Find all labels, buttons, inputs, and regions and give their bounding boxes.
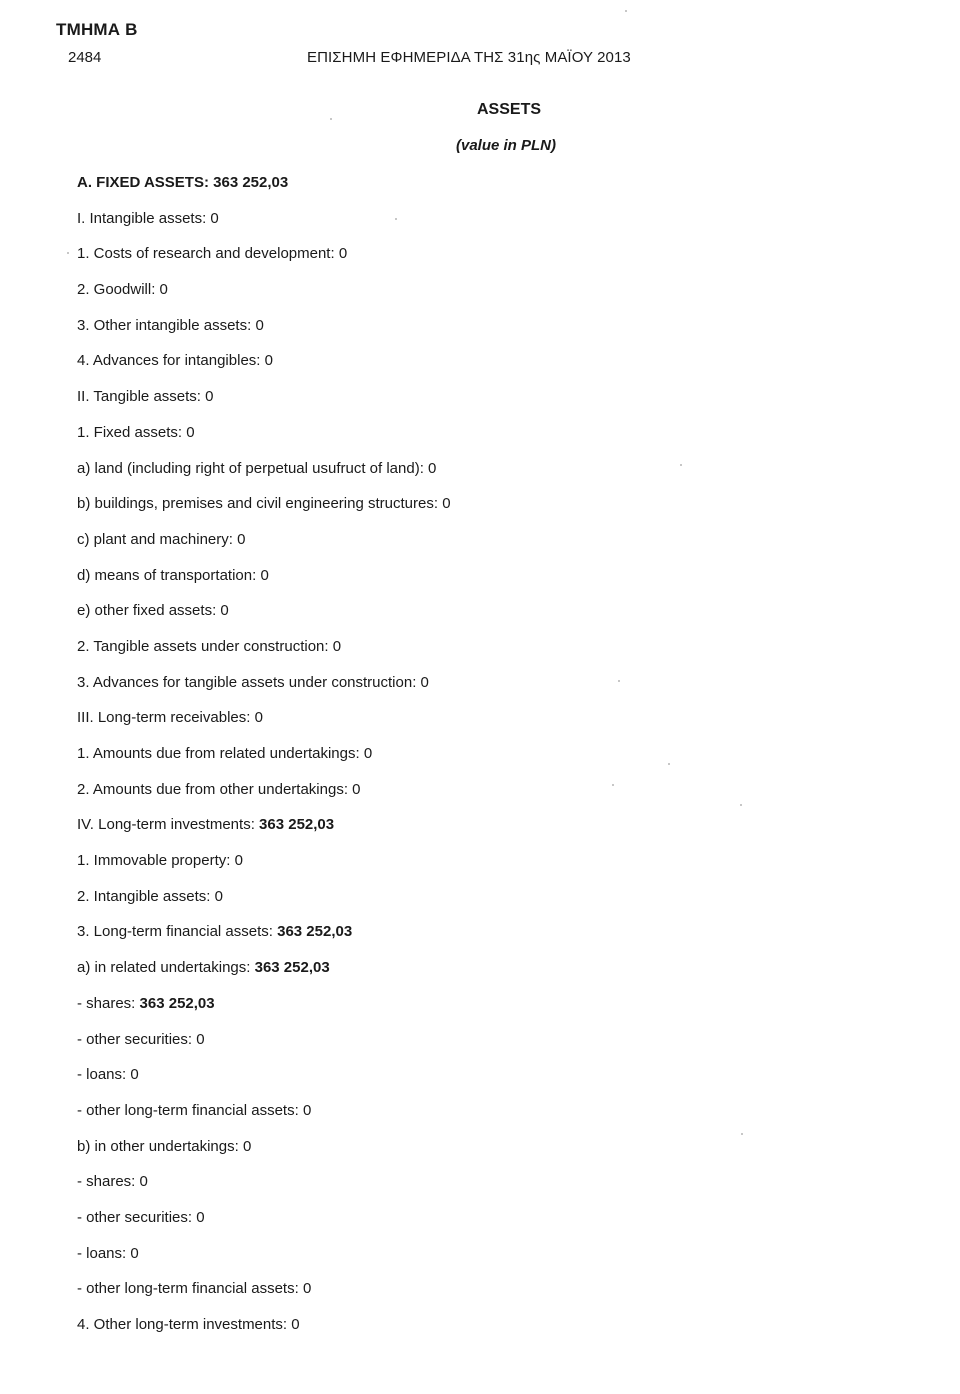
asset-line-value: 0 xyxy=(442,495,451,513)
asset-line-value: 0 xyxy=(302,1101,312,1119)
gazette-title: ΕΠΙΣΗΜΗ ΕΦΗΜΕΡΙΔΑ ΤΗΣ 31ης ΜΑΪΟΥ 2013 xyxy=(307,49,631,66)
asset-line-value: 0 xyxy=(352,780,361,798)
asset-line-label: 1. Fixed assets: xyxy=(77,423,187,441)
asset-line-label: I. Intangible assets: xyxy=(77,209,211,227)
asset-line xyxy=(77,1138,451,1174)
asset-line-value: 0 xyxy=(302,1280,312,1298)
asset-line-label: 2. Amounts due from other undertakings: xyxy=(77,780,353,798)
scan-speck xyxy=(612,784,614,786)
asset-line xyxy=(77,495,451,531)
asset-line-value: 0 xyxy=(338,245,348,263)
scan-speck xyxy=(618,680,620,682)
asset-line-value: 0 xyxy=(291,1316,300,1333)
assets-heading: ASSETS xyxy=(477,101,542,118)
asset-line-label: - loans: xyxy=(77,1244,131,1262)
asset-line-label: b) buildings, premises and civil engineering structures: xyxy=(77,495,443,513)
asset-line-value: 363 252,03 xyxy=(213,174,289,191)
section-label: ΤΜΗΜΑ Β xyxy=(56,20,138,39)
asset-line-label: 2. Intangible assets: xyxy=(77,887,215,905)
asset-line-value: 0 xyxy=(159,281,168,299)
asset-line-value: 0 xyxy=(214,887,223,905)
scan-speck xyxy=(67,252,69,254)
asset-line xyxy=(77,816,451,852)
asset-line xyxy=(77,388,451,424)
asset-line xyxy=(77,352,451,388)
asset-line-label: 4. Advances for intangibles: xyxy=(77,352,265,370)
asset-line-value: 0 xyxy=(234,852,243,870)
asset-line-value: 0 xyxy=(363,745,373,762)
asset-line xyxy=(77,888,451,924)
asset-line-label: 2. Tangible assets under construction: xyxy=(77,637,333,655)
asset-line-value: 0 xyxy=(130,1066,139,1084)
asset-line-label: - shares: xyxy=(77,994,140,1012)
asset-line-value: 0 xyxy=(242,1137,252,1155)
asset-line xyxy=(77,709,451,745)
asset-line-label: II. Tangible assets: xyxy=(77,388,206,406)
asset-line-label: 3. Advances for tangible assets under construction: xyxy=(77,673,421,691)
asset-line-label: A. FIXED ASSETS: xyxy=(77,174,214,191)
asset-line-value: 363 252,03 xyxy=(139,994,215,1012)
asset-line-value: 0 xyxy=(130,1244,139,1262)
asset-line-value: 363 252,03 xyxy=(277,923,353,941)
asset-line-label: - loans: xyxy=(77,1066,131,1084)
asset-line xyxy=(77,781,451,817)
asset-line-label: - shares: xyxy=(77,1173,140,1191)
asset-line-value: 363 252,03 xyxy=(254,959,330,977)
asset-line xyxy=(77,281,451,317)
asset-line-value: 0 xyxy=(186,423,195,441)
asset-line xyxy=(77,1031,451,1067)
asset-line xyxy=(77,1245,451,1281)
asset-line-label: a) in related undertakings: xyxy=(77,959,255,977)
asset-line xyxy=(77,531,451,567)
asset-line-label: - other securities: xyxy=(77,1208,197,1226)
asset-line xyxy=(77,174,451,210)
scan-speck xyxy=(395,218,397,220)
scan-speck xyxy=(668,763,670,765)
asset-line xyxy=(77,674,451,710)
asset-line xyxy=(77,602,451,638)
asset-line xyxy=(77,317,451,353)
scan-speck xyxy=(625,10,627,12)
asset-line-value: 0 xyxy=(260,566,269,584)
asset-line-label: - other long-term financial assets: xyxy=(77,1101,303,1119)
asset-line-label: a) land (including right of perpetual usufruct of land): xyxy=(77,459,429,477)
asset-line xyxy=(77,210,451,246)
asset-line-value: 0 xyxy=(196,1208,205,1226)
asset-line-label: IV. Long-term investments: xyxy=(77,816,260,834)
asset-line-value: 0 xyxy=(255,316,264,334)
asset-line-value: 363 252,03 xyxy=(259,816,335,834)
asset-line xyxy=(77,1173,451,1209)
currency-note: (value in PLN) xyxy=(456,137,557,154)
scan-speck xyxy=(740,804,742,806)
asset-line-label: 3. Other intangible assets: xyxy=(77,316,256,334)
asset-line-label: 1. Immovable property: xyxy=(77,852,235,870)
asset-line-label: - other long-term financial assets: xyxy=(77,1280,303,1298)
asset-line xyxy=(77,245,451,281)
asset-line-label: e) other fixed assets: xyxy=(77,602,221,620)
page-number: 2484 xyxy=(68,49,102,66)
asset-line xyxy=(77,995,451,1031)
asset-line xyxy=(77,745,451,781)
scan-speck xyxy=(741,1133,743,1135)
asset-line-value: 0 xyxy=(205,388,214,406)
asset-line-label: b) in other undertakings: xyxy=(77,1137,243,1155)
asset-line xyxy=(77,638,451,674)
assets-list xyxy=(77,174,451,1352)
asset-line-label: 1. Costs of research and development: xyxy=(77,245,339,263)
asset-line-label: 1. Amounts due from related undertakings: xyxy=(77,745,364,762)
asset-line xyxy=(77,923,451,959)
asset-line-label: 2. Goodwill: xyxy=(77,281,160,299)
asset-line-value: 0 xyxy=(237,530,246,548)
asset-line xyxy=(77,959,451,995)
scan-speck xyxy=(680,464,682,466)
asset-line xyxy=(77,567,451,603)
asset-line-value: 0 xyxy=(332,637,342,655)
asset-line-value: 0 xyxy=(254,709,263,727)
asset-line-label: 3. Long-term financial assets: xyxy=(77,923,278,941)
asset-line-value: 0 xyxy=(428,459,437,477)
asset-line-label: c) plant and machinery: xyxy=(77,530,238,548)
asset-line xyxy=(77,1316,451,1352)
asset-line xyxy=(77,1066,451,1102)
asset-line xyxy=(77,460,451,496)
asset-line xyxy=(77,1102,451,1138)
asset-line-value: 0 xyxy=(420,673,429,691)
asset-line xyxy=(77,1209,451,1245)
asset-line xyxy=(77,852,451,888)
scan-speck xyxy=(330,118,332,120)
asset-line-label: - other securities: xyxy=(77,1030,197,1048)
asset-line-label: 4. Other long-term investments: xyxy=(77,1316,292,1333)
asset-line-label: III. Long-term receivables: xyxy=(77,709,255,727)
asset-line-value: 0 xyxy=(196,1030,205,1048)
asset-line-value: 0 xyxy=(139,1173,148,1191)
asset-line xyxy=(77,424,451,460)
asset-line-value: 0 xyxy=(220,602,229,620)
asset-line-value: 0 xyxy=(264,352,273,370)
asset-line-label: d) means of transportation: xyxy=(77,566,261,584)
asset-line xyxy=(77,1280,451,1316)
asset-line-value: 0 xyxy=(210,209,219,227)
